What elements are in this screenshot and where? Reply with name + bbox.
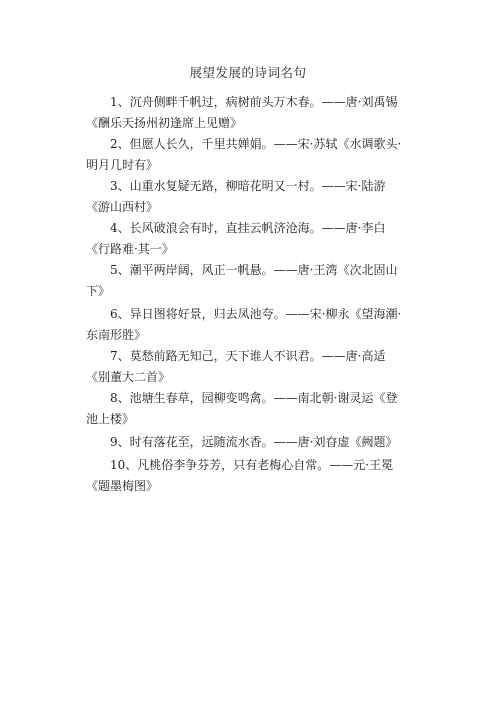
poem-item-6: 6、异日图将好景，归去凤池夸。——宋·柳永《望海潮·东南形胜》 [86, 307, 402, 342]
poem-item-4: 4、长风破浪会有时，直挂云帆济沧海。——唐·李白《行路难·其一》 [86, 221, 386, 256]
poem-item-8: 8、池塘生春草，园柳变鸣禽。——南北朝·谢灵运《登池上楼》 [86, 391, 398, 426]
poem-item-10: 10、凡桃俗李争芬芳，只有老梅心自常。——元·王冕《题墨梅图》 [86, 458, 394, 493]
poem-item-1: 1、沉舟侧畔千帆过，病树前头万木春。——唐·刘禹锡《酬乐天扬州初逢席上见赠》 [86, 95, 398, 130]
document-title: 展望发展的诗词名句 [189, 65, 307, 80]
poem-list [86, 92, 406, 497]
poem-item-9: 9、时有落花至，远随流水香。——唐·刘昚虚《阙题》 [110, 435, 398, 449]
poem-item-2: 2、但愿人长久，千里共婵娟。——宋·苏轼《水调歌头·明月几时有》 [86, 137, 402, 172]
poem-item-3: 3、山重水复疑无路，柳暗花明又一村。——宋·陆游《游山西村》 [86, 179, 386, 214]
poem-item-5: 5、潮平两岸阔，风正一帆悬。——唐·王湾《次北固山下》 [86, 263, 398, 298]
poem-item-7: 7、莫愁前路无知己，天下谁人不识君。——唐·高适《别董大二首》 [86, 349, 386, 384]
